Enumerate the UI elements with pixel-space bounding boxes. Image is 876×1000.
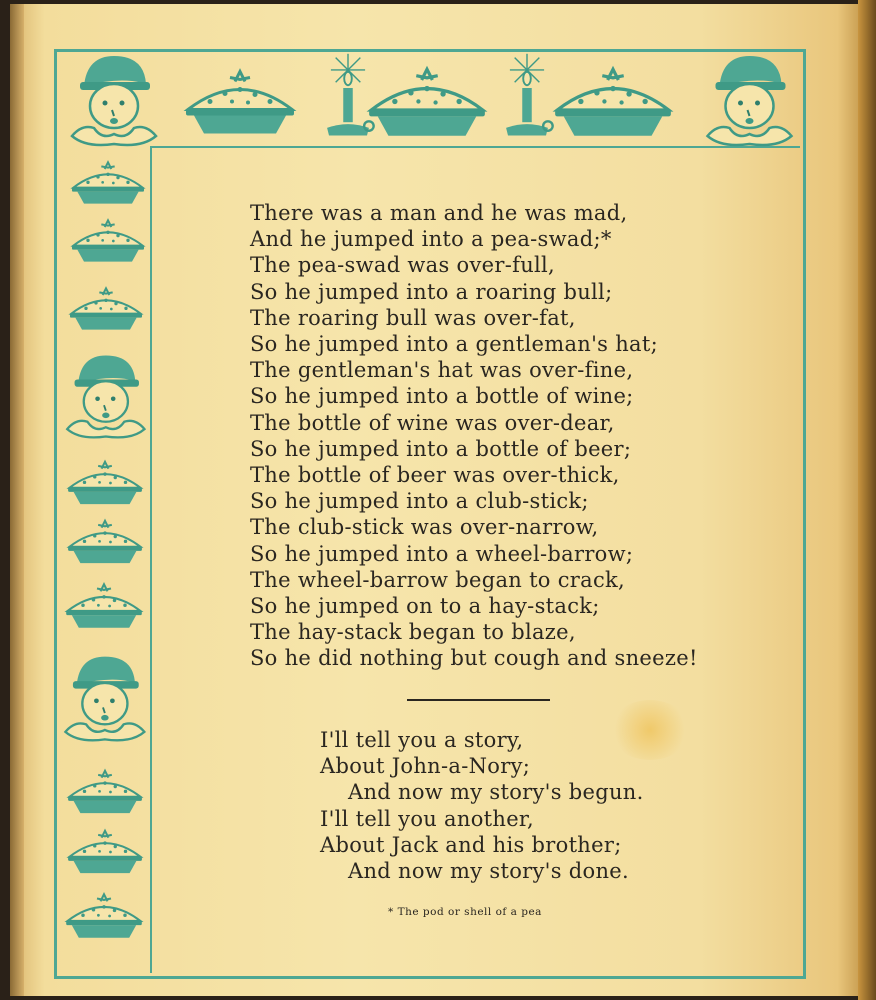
pie-icon bbox=[66, 283, 146, 335]
poem-line: The roaring bull was over-fat, bbox=[250, 305, 576, 330]
poem-line: I'll tell you a story, bbox=[320, 728, 524, 752]
poem-line: The club-stick was over-narrow, bbox=[250, 515, 599, 540]
poem-line: The wheel-barrow began to crack, bbox=[250, 567, 626, 592]
pie-icon bbox=[548, 65, 678, 140]
pie-icon bbox=[62, 578, 146, 634]
poem-line: The pea-swad was over-full, bbox=[250, 253, 556, 278]
pie-icon bbox=[64, 516, 146, 568]
poem-line: The hay-stack began to blaze, bbox=[250, 620, 576, 645]
page-spine-edge bbox=[10, 4, 24, 996]
footnote: * The pod or shell of a pea bbox=[388, 906, 542, 918]
pie-icon bbox=[68, 158, 148, 208]
pie-icon bbox=[64, 826, 146, 878]
boy-face-icon bbox=[62, 50, 162, 150]
poem-line: There was a man and he was mad, bbox=[250, 201, 628, 225]
poem-line: About Jack and his brother; bbox=[320, 832, 622, 857]
poem-line: So he did nothing but cough and sneeze! bbox=[250, 646, 698, 671]
poem-line: About John-a-Nory; bbox=[320, 754, 531, 779]
poem-line: And now my story's done. bbox=[348, 859, 629, 884]
boy-face-icon bbox=[695, 50, 800, 150]
page-right-edge bbox=[858, 0, 876, 1000]
pie-icon bbox=[62, 888, 146, 944]
poem-line: So he jumped into a bottle of beer; bbox=[250, 436, 632, 461]
poem-line: So he jumped into a club-stick; bbox=[250, 489, 589, 514]
pie-icon bbox=[180, 65, 300, 140]
poem-line: I'll tell you another, bbox=[320, 806, 534, 831]
poem-line: The bottle of beer was over-thick, bbox=[250, 463, 620, 488]
poem-line: And now my story's begun. bbox=[348, 780, 644, 805]
pie-icon bbox=[362, 65, 492, 140]
boy-face-icon bbox=[56, 648, 150, 748]
poem-line: So he jumped on to a hay-stack; bbox=[250, 594, 600, 619]
poem-line: The bottle of wine was over-dear, bbox=[250, 410, 615, 435]
poem-line: So he jumped into a gentleman's hat; bbox=[250, 332, 658, 357]
poem-line: So he jumped into a bottle of wine; bbox=[250, 384, 634, 409]
poem-line: The gentleman's hat was over-fine, bbox=[250, 358, 634, 383]
pie-icon bbox=[64, 766, 146, 818]
section-divider bbox=[407, 699, 550, 701]
poem-john-a-nory bbox=[320, 727, 644, 884]
poem-line: So he jumped into a roaring bull; bbox=[250, 279, 613, 304]
pie-icon bbox=[64, 458, 146, 508]
poem-line: And he jumped into a pea-swad;* bbox=[250, 227, 612, 252]
boy-face-icon bbox=[58, 350, 150, 442]
poem-man-who-was-mad bbox=[250, 200, 698, 672]
pie-icon bbox=[68, 216, 148, 266]
poem-line: So he jumped into a wheel-barrow; bbox=[250, 541, 634, 566]
